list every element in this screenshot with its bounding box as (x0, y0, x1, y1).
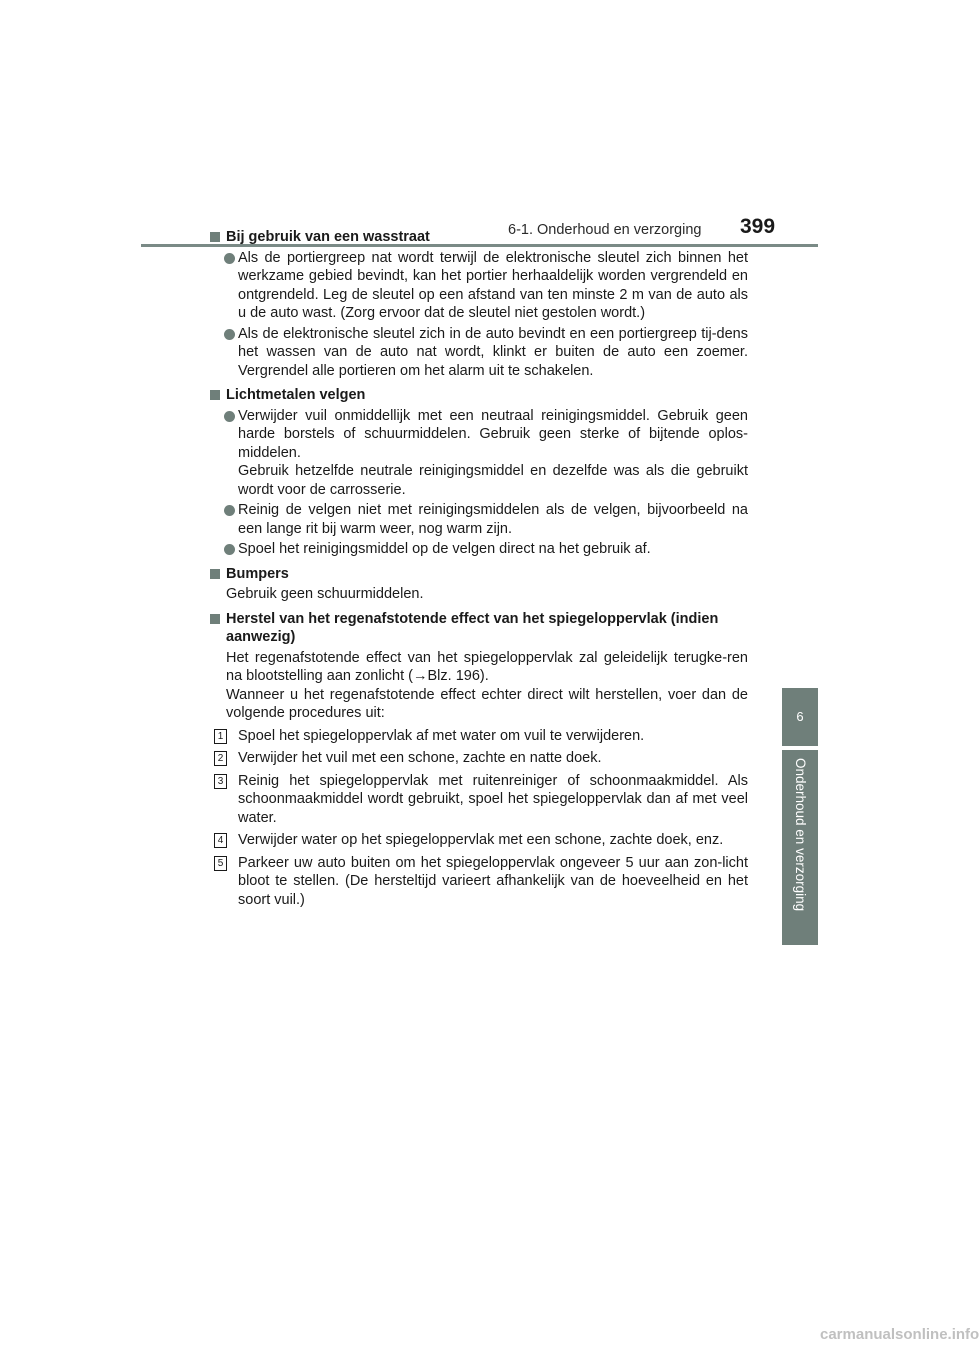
step-number-box: 4 (214, 833, 227, 848)
watermark: carmanualsonline.info (820, 1326, 979, 1343)
step-number-box: 1 (214, 729, 227, 744)
square-bullet-icon (210, 390, 220, 400)
chapter-tab-number: 6 (782, 688, 818, 746)
circle-bullet-icon (224, 411, 235, 422)
step-number-box: 5 (214, 856, 227, 871)
step-item: 4 Verwijder water op het spiegeloppervlak met een schone, zachte doek, enz. (210, 831, 748, 850)
list-item: Als de portiergreep nat wordt terwijl de elektronische sleutel zich binnen het werkzame gebied bevindt, kan het portier herhaaldelijk worden vergrendeld en ontgrendeld. Leg de sleutel op een afstand van ten minste 2 m van de auto als u de auto wast. (Zorg ervoor dat de sleutel niet gestolen wordt.) (210, 249, 748, 323)
heading-wasstraat: Bij gebruik van een wasstraat (210, 228, 748, 247)
square-bullet-icon (210, 232, 220, 242)
page-content (210, 228, 748, 909)
list-item: Reinig de velgen niet met reinigingsmiddelen als de velgen, bijvoorbeeld na een lange rit bij warm weer, nog warm zijn. (210, 501, 748, 538)
chapter-tab-label: Onderhoud en verzorging (793, 758, 808, 912)
step-item: 5 Parkeer uw auto buiten om het spiegeloppervlak ongeveer 5 uur aan zon-licht bloot te stellen. (De hersteltijd varieert afhankelijk van de hoeveelheid en het soort vuil.) (210, 854, 748, 910)
paragraph: Het regenafstotende effect van het spiegeloppervlak zal geleidelijk terugke-ren na blootstelling aan zonlicht (→Blz. 196). Wanneer u het regenafstotende effect echter direct wilt herstellen, voer dan de volgende procedures uit: (226, 649, 748, 721)
heading-bumpers: Bumpers (210, 565, 748, 584)
list-item: Als de elektronische sleutel zich in de auto bevindt en een portiergreep tij-dens het wassen van de auto nat wordt, klinkt er buiten de auto een zoemer. Vergrendel alle portieren om het alarm uit te schakelen. (210, 325, 748, 381)
step-item: 2 Verwijder het vuil met een schone, zachte en natte doek. (210, 749, 748, 768)
step-number-box: 3 (214, 774, 227, 789)
circle-bullet-icon (224, 253, 235, 264)
circle-bullet-icon (224, 329, 235, 340)
square-bullet-icon (210, 569, 220, 579)
heading-velgen: Lichtmetalen velgen (210, 386, 748, 405)
square-bullet-icon (210, 614, 220, 624)
list-item: Verwijder vuil onmiddellijk met een neutraal reinigingsmiddel. Gebruik geen harde borstels of schuurmiddelen. Gebruik geen sterke of bijtende oplos-middelen. Gebruik hetzelfde neutrale reinigingsmiddel en dezelfde was als die gebruikt wordt voor de carrosserie. (210, 407, 748, 500)
circle-bullet-icon (224, 505, 235, 516)
paragraph: Gebruik geen schuurmiddelen. (226, 586, 424, 602)
step-item: 3 Reinig het spiegeloppervlak met ruitenreiniger of schoonmaakmiddel. Als schoonmaakmiddel wordt gebruikt, spoel het spiegeloppervlak dan af met veel water. (210, 772, 748, 828)
step-item: 1 Spoel het spiegeloppervlak af met water om vuil te verwijderen. (210, 727, 748, 746)
step-number-box: 2 (214, 751, 227, 766)
circle-bullet-icon (224, 544, 235, 555)
section-title: 6-1. Onderhoud en verzorging (508, 222, 702, 238)
page-number: 399 (740, 215, 776, 238)
heading-spiegel: Herstel van het regenafstotende effect van het spiegeloppervlak (indien aanwezig) (210, 610, 748, 647)
list-item: Spoel het reinigingsmiddel op de velgen direct na het gebruik af. (210, 540, 748, 559)
